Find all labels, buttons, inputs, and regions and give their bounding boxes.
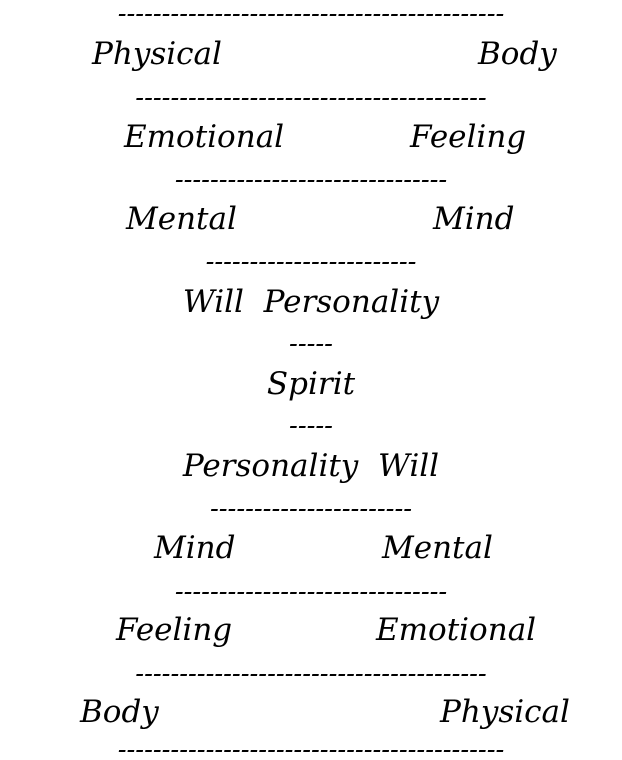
row-mental-label: Mental (126, 201, 237, 237)
row-feeling-label: Feeling (410, 119, 527, 155)
row-mind-left-label: Mind (154, 530, 236, 566)
separator-8: ------------------------------- (174, 582, 448, 602)
row-physical-right-label: Physical (440, 694, 570, 730)
row-emotional-right-label: Emotional (376, 612, 537, 648)
row-personality-will: Personality Will (182, 448, 440, 484)
separator-2: ---------------------------------------- (135, 88, 487, 108)
row-will-personality: Will Personality (182, 284, 440, 320)
separator-7: ----------------------- (209, 499, 413, 519)
separator-10: -------------------------------------------- (117, 740, 505, 760)
row-feeling-left-label: Feeling (116, 612, 233, 648)
row-physical-label: Physical (92, 36, 222, 72)
row-emotional-label: Emotional (124, 119, 285, 155)
separator-3: ------------------------------- (174, 170, 448, 190)
separator-4: ------------------------ (205, 252, 417, 272)
row-spirit: Spirit (266, 366, 356, 402)
row-body-label: Body (478, 36, 557, 72)
row-body-left-label: Body (80, 694, 159, 730)
separator-6: ----- (289, 416, 333, 436)
separator-5: ----- (289, 334, 333, 354)
row-mind-label: Mind (433, 201, 515, 237)
separator-9: ---------------------------------------- (135, 664, 487, 684)
separator-1: -------------------------------------------- (117, 4, 505, 24)
row-mental-right-label: Mental (382, 530, 493, 566)
